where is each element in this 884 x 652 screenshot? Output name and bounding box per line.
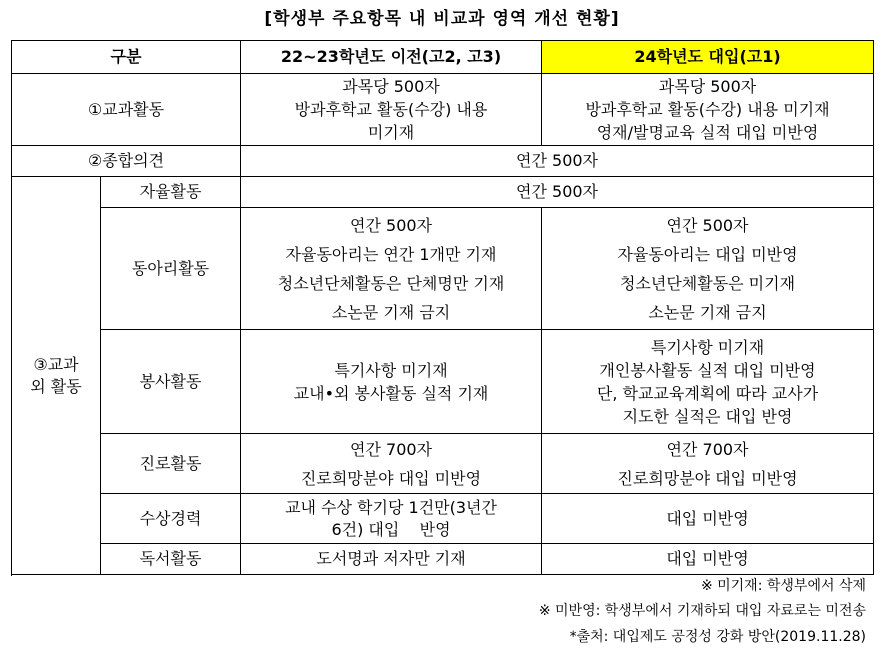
cell-line: 교내•외 봉사활동 실적 기재 <box>293 383 489 403</box>
document-title: [학생부 주요항목 내 비교과 영역 개선 현황] <box>264 9 620 29</box>
cell-before <box>241 208 542 330</box>
row-label: 독서활동 <box>101 544 241 575</box>
row-label: 수상경력 <box>101 494 241 544</box>
cell-line: 청소년단체활동은 단체명만 기재 <box>277 273 505 293</box>
cell-line: 자율동아리는 대입 미반영 <box>617 244 798 264</box>
cell-line: 단, 학교교육계획에 따라 교사가 <box>596 383 819 403</box>
cell-line: 자율동아리는 연간 1개만 기재 <box>285 244 497 264</box>
cell-line: 과목당 500자 <box>342 77 440 96</box>
cell-after <box>542 330 874 434</box>
cell-merged: 연간 500자 <box>241 177 874 208</box>
cell-line: 연간 500자 <box>350 215 433 235</box>
row-career <box>12 434 874 494</box>
cell-before <box>241 330 542 434</box>
cell-after <box>542 74 874 146</box>
cell-line: 소논문 기재 금지 <box>648 302 767 322</box>
header-category: 구분 <box>12 41 241 74</box>
cell-after: 대입 미반영 <box>542 544 874 575</box>
cell-line: 청소년단체활동은 미기재 <box>619 273 796 293</box>
cell-after <box>542 208 874 330</box>
row-club <box>12 208 874 330</box>
cell-merged: 연간 500자 <box>241 146 874 177</box>
cell-line: 교내 수상 학기당 1건만(3년간 <box>285 497 497 517</box>
cell-line: 미기재 <box>367 123 415 142</box>
row-label: ①교과활동 <box>12 74 241 146</box>
cell-line: 과목당 500자 <box>658 77 757 96</box>
cell-after <box>542 434 874 494</box>
row-label: 봉사활동 <box>101 330 241 434</box>
cell-line: 연간 500자 <box>666 215 749 235</box>
cell-line: 연간 700자 <box>350 439 433 459</box>
row-awards <box>12 494 874 544</box>
cell-before <box>241 434 542 494</box>
row-reading <box>12 544 874 575</box>
header-row <box>12 41 874 74</box>
note-unrecorded: ※ 미기재: 학생부에서 삭제 <box>700 578 866 594</box>
cell-before <box>241 494 542 544</box>
cell-after: 대입 미반영 <box>542 494 874 544</box>
group-label <box>12 177 101 575</box>
row-label: ②종합의견 <box>12 146 241 177</box>
source-note: *출처: 대입제도 공정성 강화 방안(2019.11.28) <box>569 629 866 645</box>
header-after: 24학년도 대입(고1) <box>542 41 874 74</box>
row-label: 진로활동 <box>101 434 241 494</box>
comparison-table <box>11 40 874 575</box>
cell-line: 개인봉사활동 실적 대입 미반영 <box>599 360 816 380</box>
row-volunteer <box>12 330 874 434</box>
group-label-line: ③교과 <box>33 354 79 374</box>
row-autonomous <box>12 177 874 208</box>
cell-line: 영재/발명교육 실적 대입 미반영 <box>596 123 819 142</box>
cell-line: 연간 700자 <box>666 439 749 459</box>
row-label: 자율활동 <box>101 177 241 208</box>
row-opinion <box>12 146 874 177</box>
cell-before: 도서명과 저자만 기재 <box>241 544 542 575</box>
cell-line: 진로희망분야 대입 미반영 <box>617 468 798 488</box>
row-subject <box>12 74 874 146</box>
cell-line: 방과후학교 활동(수강) 내용 미기재 <box>585 100 830 119</box>
cell-line: 특기사항 미기재 <box>334 360 448 380</box>
cell-line: 특기사항 미기재 <box>650 337 765 357</box>
group-label-line: 외 활동 <box>30 376 82 396</box>
cell-line: 방과후학교 활동(수강) 내용 <box>294 100 488 119</box>
note-unreflected: ※ 미반영: 학생부에서 기재하되 대입 자료로는 미전송 <box>538 603 866 619</box>
row-label: 동아리활동 <box>101 208 241 330</box>
cell-line: 지도한 실적은 대입 반영 <box>622 406 793 426</box>
cell-line: 6건) 대입 반영 <box>331 519 451 539</box>
cell-line: 진로희망분야 대입 미반영 <box>300 468 482 488</box>
cell-line: 소논문 기재 금지 <box>331 302 451 322</box>
cell-before <box>241 74 542 146</box>
header-before: 22~23학년도 이전(고2, 고3) <box>241 41 542 74</box>
